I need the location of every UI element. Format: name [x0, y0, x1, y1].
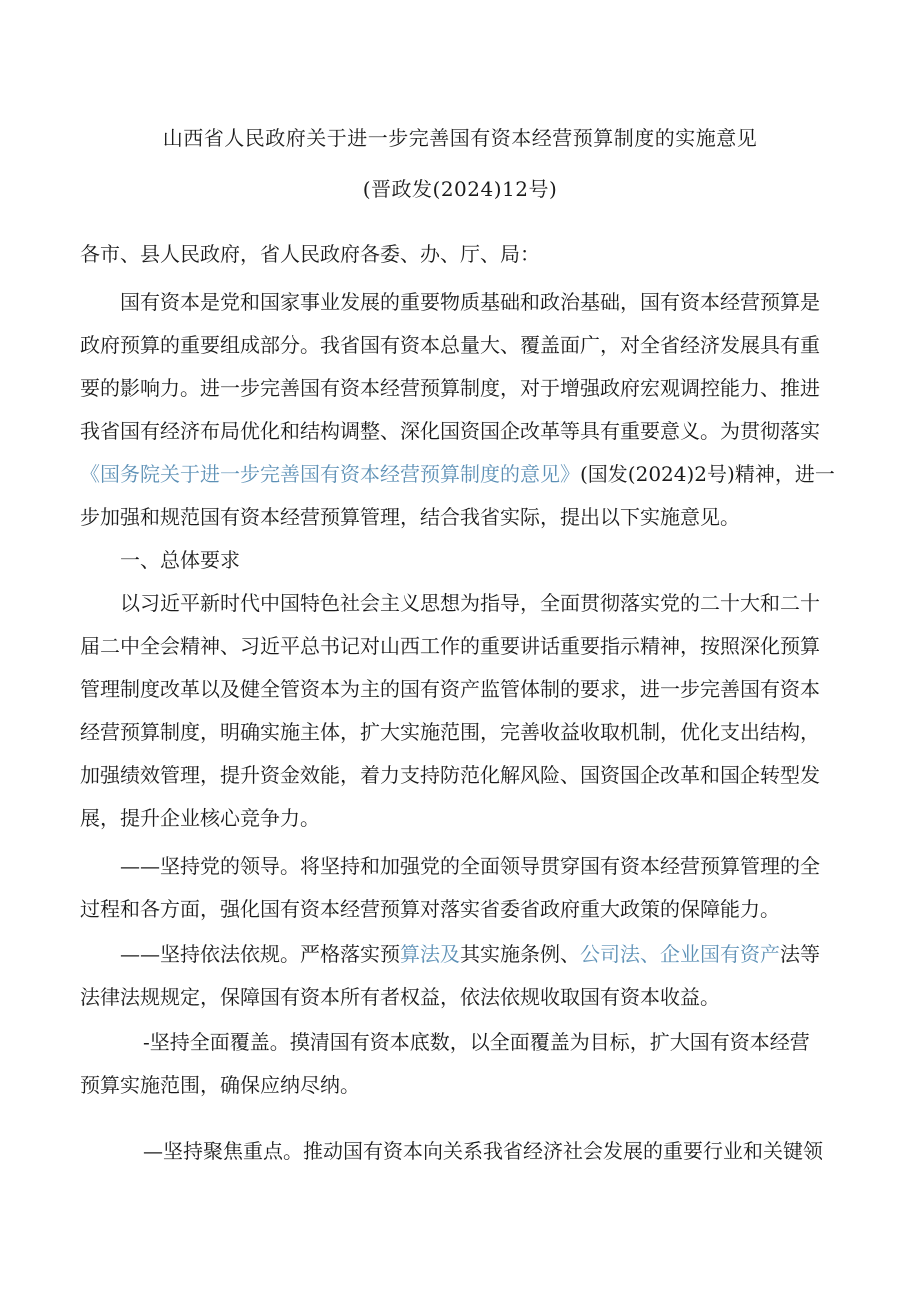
paragraph-text: (国发(2024)2号)精神，进一: [580, 462, 835, 486]
paragraph-line: 预算实施范围，确保应纳尽纳。: [80, 1073, 360, 1097]
paragraph-text: 法等: [780, 942, 820, 966]
paragraph-line: 经营预算制度，明确实施主体，扩大实施范围，完善收益收取机制，优化支出结构，: [80, 720, 820, 744]
paragraph-line: 管理制度改革以及健全管资本为主的国有资产监管体制的要求，进一步完善国有资本: [80, 677, 820, 701]
paragraph-line: 政府预算的重要组成部分。我省国有资本总量大、覆盖面广，对全省经济发展具有重: [80, 333, 820, 357]
paragraph-text: ——坚持依法依规。严格落实预: [120, 942, 400, 966]
paragraph-line: —坚持聚焦重点。推动国有资本向关系我省经济社会发展的重要行业和关键领: [143, 1139, 823, 1163]
state-council-opinion-link[interactable]: 《国务院关于进一步完善国有资本经营预算制度的意见》: [80, 462, 580, 486]
paragraph-line: 要的影响力。进一步完善国有资本经营预算制度，对于增强政府宏观调控能力、推进: [80, 376, 820, 400]
paragraph-line: 展，提升企业核心竞争力。: [80, 806, 320, 830]
section-heading: 一、总体要求: [120, 548, 240, 572]
paragraph-line: 加强绩效管理，提升资金效能，着力支持防范化解风险、国资国企改革和国企转型发: [80, 763, 820, 787]
document-title: 山西省人民政府关于进一步完善国有资本经营预算制度的实施意见: [162, 126, 758, 150]
paragraph-line: 过程和各方面，强化国有资本经营预算对落实省委省政府重大政策的保障能力。: [80, 897, 780, 921]
paragraph-line: 届二中全会精神、习近平总书记对山西工作的重要讲话重要指示精神，按照深化预算: [80, 634, 820, 658]
paragraph-text: 其实施条例、: [460, 942, 580, 966]
paragraph-line: 我省国有经济布局优化和结构调整、深化国资国企改革等具有重要意义。为贯彻落实: [80, 419, 820, 443]
paragraph-line: 步加强和规范国有资本经营预算管理，结合我省实际，提出以下实施意见。: [80, 505, 740, 529]
paragraph-line: [120, 940, 820, 968]
paragraph-line: [80, 460, 835, 488]
document-number: (晋政发(2024)12号): [362, 177, 558, 201]
salutation: 各市、县人民政府，省人民政府各委、办、厅、局：: [80, 242, 540, 266]
paragraph-line: -坚持全面覆盖。摸清国有资本底数，以全面覆盖为目标，扩大国有资本经营: [143, 1030, 810, 1054]
paragraph-line: ——坚持党的领导。将坚持和加强党的全面领导贯穿国有资本经营预算管理的全: [120, 854, 820, 878]
paragraph-line: 法律法规规定，保障国有资本所有者权益，依法依规收取国有资本收益。: [80, 985, 720, 1009]
paragraph-line: 以习近平新时代中国特色社会主义思想为指导，全面贯彻落实党的二十大和二十: [120, 591, 820, 615]
company-law-link[interactable]: 公司法、企业国有资产: [580, 942, 780, 966]
paragraph-line: 国有资本是党和国家事业发展的重要物质基础和政治基础，国有资本经营预算是: [120, 290, 820, 314]
budget-law-link[interactable]: 算法及: [400, 942, 460, 966]
